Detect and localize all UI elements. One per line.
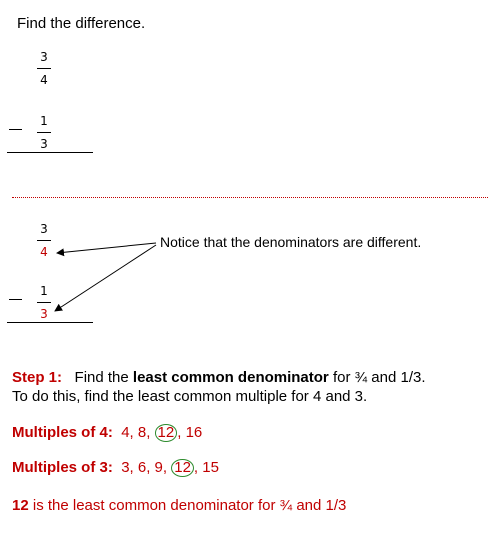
multiples-4-label: Multiples of 4: <box>12 424 113 441</box>
step1-line2: To do this, find the least common multiple for 4 and 3. <box>12 388 368 405</box>
fraction-top-denominator: 4 <box>40 73 48 87</box>
annotated-top-numerator: 3 <box>40 222 48 236</box>
conclusion-text: is the least common denominator for ¾ and 1/3 <box>32 497 347 514</box>
annotated-bottom-numerator: 1 <box>40 284 48 298</box>
annotated-top-denominator: 4 <box>40 245 48 259</box>
multiples-4-pre: 4, 8, <box>121 424 151 441</box>
multiples-3-post: , 15 <box>193 459 219 476</box>
fraction-top-numerator: 3 <box>40 50 48 64</box>
annotation-note: Notice that the denominators are different. <box>160 234 422 250</box>
arrow-to-bottom-denominator <box>55 245 156 311</box>
step1-label: Step 1: <box>12 369 63 386</box>
step1-text-b: for ¾ and 1/3. <box>332 369 426 386</box>
step1-line1 <box>12 369 426 386</box>
multiples-of-3 <box>12 459 219 477</box>
circled-12: 12 <box>171 459 194 477</box>
conclusion-value: 12 <box>12 497 29 514</box>
fraction-bottom-denominator: 3 <box>40 137 48 151</box>
arrow-to-top-denominator <box>57 243 156 253</box>
annotated-bottom-denominator: 3 <box>40 307 48 321</box>
step1-text-a: Find the <box>74 369 129 386</box>
fraction-bottom-numerator: 1 <box>40 114 48 128</box>
step1-bold: least common denominator <box>132 369 329 386</box>
multiples-3-label: Multiples of 3: <box>12 459 113 476</box>
multiples-4-post: , 16 <box>177 424 203 441</box>
multiples-of-4 <box>12 424 202 442</box>
prompt-text: Find the difference. <box>17 15 146 32</box>
circled-12: 12 <box>155 424 178 442</box>
multiples-3-pre: 3, 6, 9, <box>121 459 168 476</box>
conclusion <box>12 497 346 514</box>
